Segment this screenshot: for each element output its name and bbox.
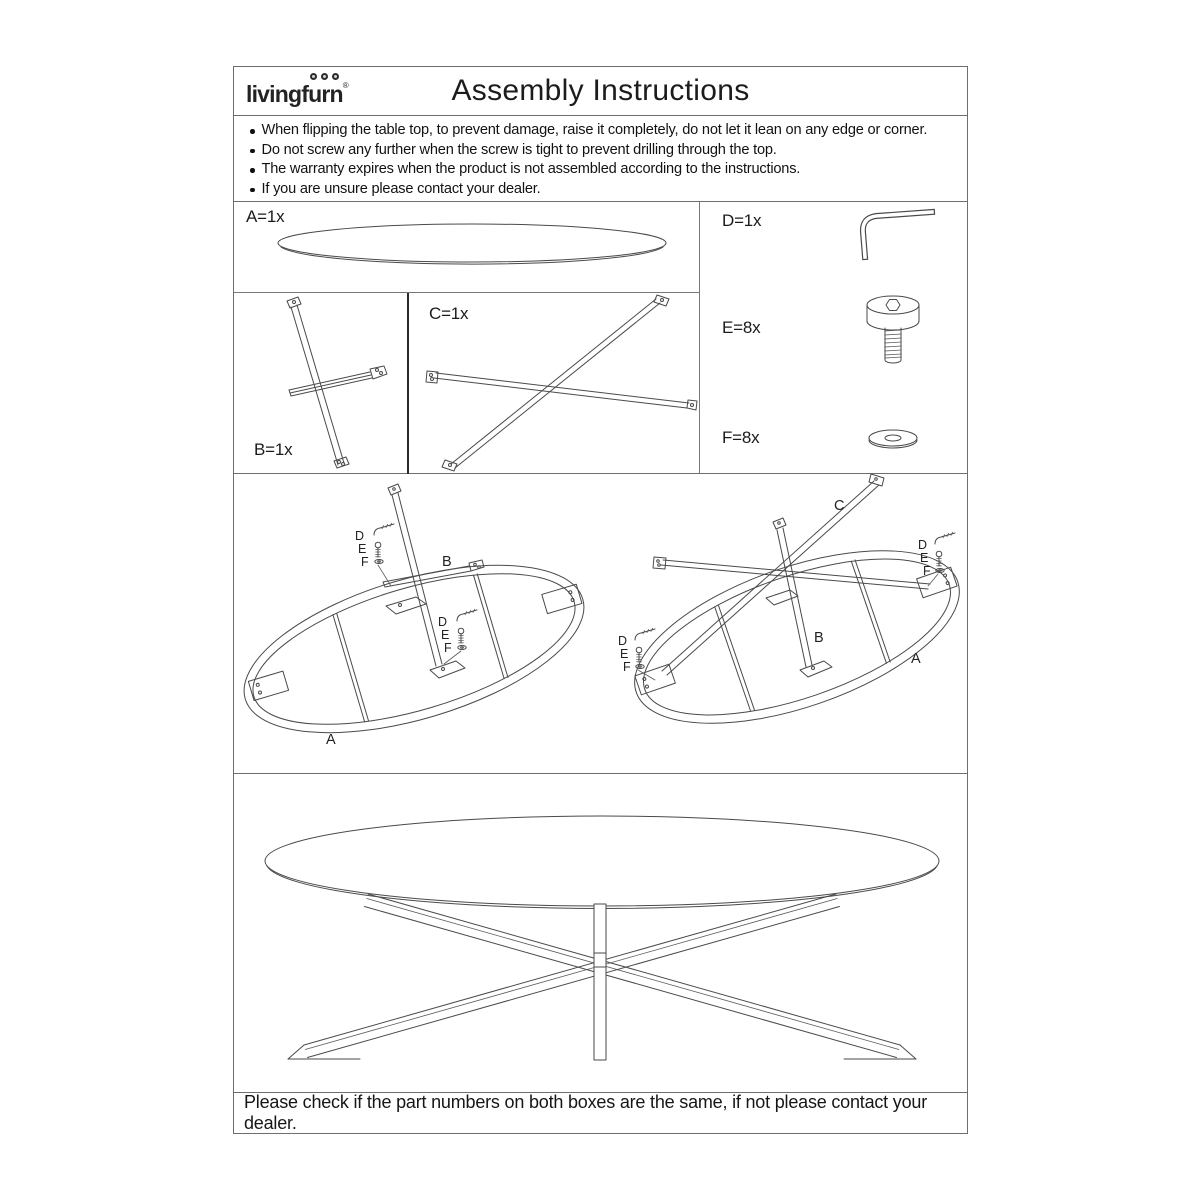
fastener-stack-icons <box>635 628 655 668</box>
registered-mark: ® <box>342 81 349 90</box>
note-item <box>250 180 959 200</box>
fastener-stack-icons <box>374 523 394 563</box>
assembly-steps <box>234 474 967 774</box>
parts-grid <box>234 202 967 474</box>
washer-icon <box>869 430 917 448</box>
note-text: The warranty expires when the product is not assembled according to the instructions. <box>261 161 801 177</box>
step2-letter-e2: E <box>920 551 929 565</box>
note-text: Do not screw any further when the screw is tight to prevent drilling through the top. <box>261 141 777 158</box>
step1-label-b: B <box>442 554 452 570</box>
part-d-label: D=1x <box>722 211 762 230</box>
finished-product <box>234 774 967 1093</box>
part-b-cell <box>234 293 409 474</box>
step1-letter-d2: D <box>438 615 448 629</box>
note-item <box>250 121 959 141</box>
step2-label-c: C <box>834 498 845 514</box>
leg-b-diagram <box>234 293 407 472</box>
step1-letter-d: D <box>355 529 365 543</box>
part-b-label: B=1x <box>254 440 293 459</box>
step2-letter-e: E <box>620 647 629 661</box>
hardware-cell <box>700 202 969 474</box>
fastener-stack-icons <box>457 609 477 649</box>
part-a-cell <box>234 202 700 293</box>
note-item <box>250 160 959 180</box>
step1-letter-f2: F <box>444 641 452 655</box>
step2-letter-d2: D <box>918 538 928 552</box>
page-title: Assembly Instructions <box>451 74 750 107</box>
step2-letter-f2: F <box>923 564 931 578</box>
footer-note-text: Please check if the part numbers on both boxes are the same, if not please contact your dealer. <box>244 1091 928 1133</box>
warning-notes <box>234 116 967 202</box>
bullet-icon <box>250 149 255 154</box>
step2-label-b: B <box>814 630 824 646</box>
allen-key-icon <box>863 212 932 257</box>
step2-label-a: A <box>911 651 921 667</box>
header <box>234 67 967 116</box>
finished-table-diagram <box>234 774 967 1091</box>
part-c-cell <box>409 293 700 474</box>
step2-diagram <box>613 474 980 759</box>
assembly-step-diagrams <box>234 474 967 772</box>
note-item <box>250 141 959 161</box>
fastener-stack-icons <box>935 532 955 572</box>
bullet-icon <box>250 188 255 193</box>
part-f-label: F=8x <box>722 428 760 447</box>
step2-letter-f: F <box>623 660 631 674</box>
bolt-icon <box>867 296 919 363</box>
step1-letter-e: E <box>358 542 367 556</box>
note-text: When flipping the table top, to prevent damage, raise it completely, do not let it lean on any edge or corner. <box>261 122 928 138</box>
cross-frame-diagram <box>409 293 698 472</box>
step1-letter-e2: E <box>441 628 450 642</box>
note-text: If you are unsure please contact your dealer. <box>261 180 541 197</box>
hardware-icons <box>700 202 969 474</box>
instruction-sheet <box>233 66 968 1134</box>
step1-label-a: A <box>326 732 336 748</box>
step2-letter-d: D <box>618 634 628 648</box>
bullet-icon <box>250 168 255 173</box>
part-c-label: C=1x <box>429 304 469 323</box>
bullet-icon <box>250 129 255 134</box>
notes-list <box>250 121 959 199</box>
step1-diagram <box>225 484 602 766</box>
logo-wordmark: livingfurn <box>246 81 343 107</box>
part-e-label: E=8x <box>722 318 761 337</box>
table-top-diagram <box>234 202 698 291</box>
footer-note-bar <box>234 1093 967 1132</box>
part-a-label: A=1x <box>246 207 285 226</box>
step1-letter-f: F <box>361 555 369 569</box>
